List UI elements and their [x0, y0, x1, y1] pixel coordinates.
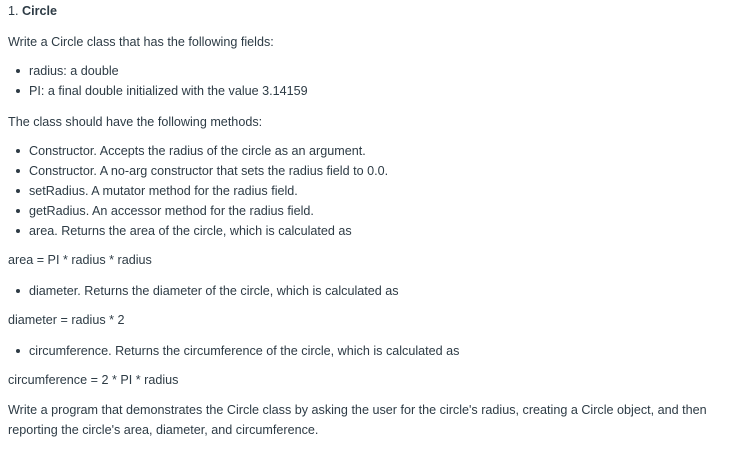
bullet-icon	[16, 189, 20, 193]
method-text: getRadius. An accessor method for the radius field.	[29, 204, 314, 218]
method-text: area. Returns the area of the circle, which is calculated as	[29, 224, 352, 238]
list-item	[0, 161, 388, 181]
field-text: radius: a double	[29, 64, 119, 78]
list-item	[0, 201, 388, 221]
list-item	[0, 341, 459, 361]
method-text: Constructor. Accepts the radius of the circle as an argument.	[29, 144, 366, 158]
circumference-formula: circumference = 2 * PI * radius	[8, 373, 179, 387]
method-text: setRadius. A mutator method for the radius field.	[29, 184, 298, 198]
list-item	[0, 221, 388, 241]
question-heading	[8, 4, 57, 20]
list-item	[0, 181, 388, 201]
diameter-formula: diameter = radius * 2	[8, 313, 125, 327]
method-text: Constructor. A no-arg constructor that sets the radius field to 0.0.	[29, 164, 389, 178]
bullet-icon	[16, 89, 20, 93]
list-item	[0, 61, 308, 81]
list-item	[0, 141, 388, 161]
bullet-icon	[16, 169, 20, 173]
methods-list	[0, 141, 388, 241]
area-formula: area = PI * radius * radius	[8, 253, 152, 267]
closing-paragraph: Write a program that demonstrates the Circle class by asking the user for the circle's radius, creating a Circle object, and then reporting the circle's area, diameter, and circumference.	[8, 403, 707, 437]
bullet-icon	[16, 349, 20, 353]
bullet-icon	[16, 69, 20, 73]
methods-intro: The class should have the following methods:	[8, 115, 263, 129]
question-number: 1.	[8, 4, 19, 18]
circumference-list	[0, 341, 459, 361]
list-item	[0, 281, 399, 301]
fields-intro: Write a Circle class that has the following fields:	[8, 35, 274, 49]
bullet-icon	[16, 289, 20, 293]
question-title: Circle	[22, 4, 58, 18]
diameter-list	[0, 281, 399, 301]
fields-list	[0, 61, 308, 101]
bullet-icon	[16, 149, 20, 153]
bullet-icon	[16, 209, 20, 213]
list-item	[0, 81, 308, 101]
field-text: PI: a final double initialized with the value 3.14159	[29, 84, 308, 98]
method-text: circumference. Returns the circumference of the circle, which is calculated as	[29, 344, 460, 358]
bullet-icon	[16, 229, 20, 233]
method-text: diameter. Returns the diameter of the circle, which is calculated as	[29, 284, 399, 298]
